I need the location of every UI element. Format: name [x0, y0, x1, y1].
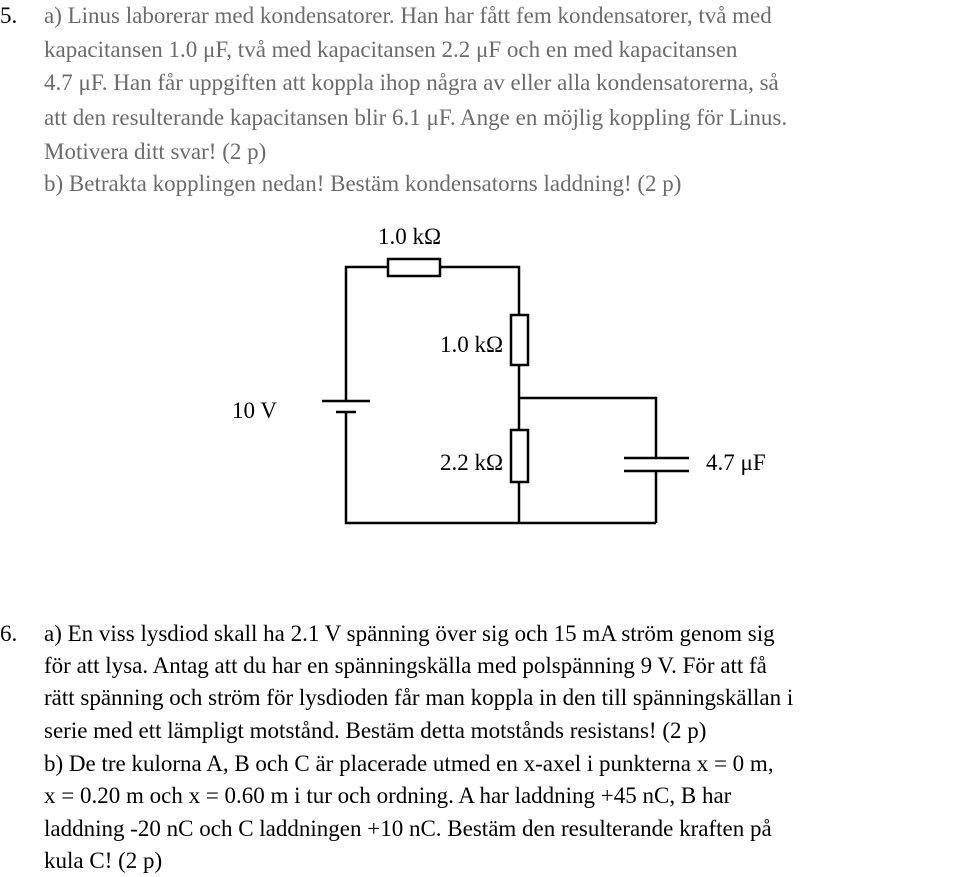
q6-line-2: för att lysa. Antag att du har en spänningskälla med polspänning 9 V. För att få	[44, 653, 767, 678]
q5-line-4: att den resulterande kapacitansen blir 6.1 μF. Ange en möjlig koppling för Linus.	[44, 105, 788, 130]
q6-line-7: laddning -20 nC och C laddningen +10 nC. Bestäm den resulterande kraften på	[44, 816, 772, 841]
q6-line-1: a) En viss lysdiod skall ha 2.1 V spänning över sig och 15 mA ström genom sig	[44, 621, 775, 646]
q6-line-4: serie med ett lämpligt motstånd. Bestäm detta motstånds resistans! (2 p)	[44, 718, 707, 743]
q6-line-6: x = 0.20 m och x = 0.60 m i tur och ordning. A har laddning +45 nC, B har	[44, 783, 732, 808]
wire-top-left	[346, 267, 388, 317]
q6-line-3: rätt spänning och ström för lysdioden får man koppla in den till spänningskällan i	[44, 685, 794, 710]
resistor-top	[388, 259, 440, 276]
q5-line-5: Motivera ditt svar! (2 p)	[44, 139, 267, 164]
resistor-middle-label: 1.0 kΩ	[440, 332, 504, 357]
resistor-top-label: 1.0 kΩ	[378, 224, 442, 249]
q5-line-2: kapacitansen 1.0 μF, två med kapacitansen 2.2 μF och en med kapacitansen	[44, 37, 738, 62]
q5-line-1: a) Linus laborerar med kondensatorer. Han har fått fem kondensatorer, två med	[44, 3, 772, 28]
wire-top-right	[440, 267, 519, 315]
q6-line-5: b) De tre kulorna A, B och C är placerade utmed en x-axel i punkterna x = 0 m,	[44, 751, 774, 776]
battery-label: 10 V	[232, 398, 277, 423]
question-6-number: 6.	[0, 621, 18, 646]
wire-to-capacitor	[519, 398, 656, 458]
resistor-lower	[511, 430, 528, 482]
q5-line-6: b) Betrakta kopplingen nedan! Bestäm kondensatorns laddning! (2 p)	[44, 171, 682, 196]
capacitor-label: 4.7 μF	[706, 450, 766, 475]
resistor-middle	[511, 315, 528, 365]
question-5-number: 5.	[0, 3, 18, 28]
q5-line-3: 4.7 μF. Han får uppgiften att koppla ihop några av eller alla kondensatorerna, så	[44, 70, 779, 95]
resistor-lower-label: 2.2 kΩ	[440, 450, 504, 475]
q6-line-8: kula C! (2 p)	[44, 848, 163, 873]
